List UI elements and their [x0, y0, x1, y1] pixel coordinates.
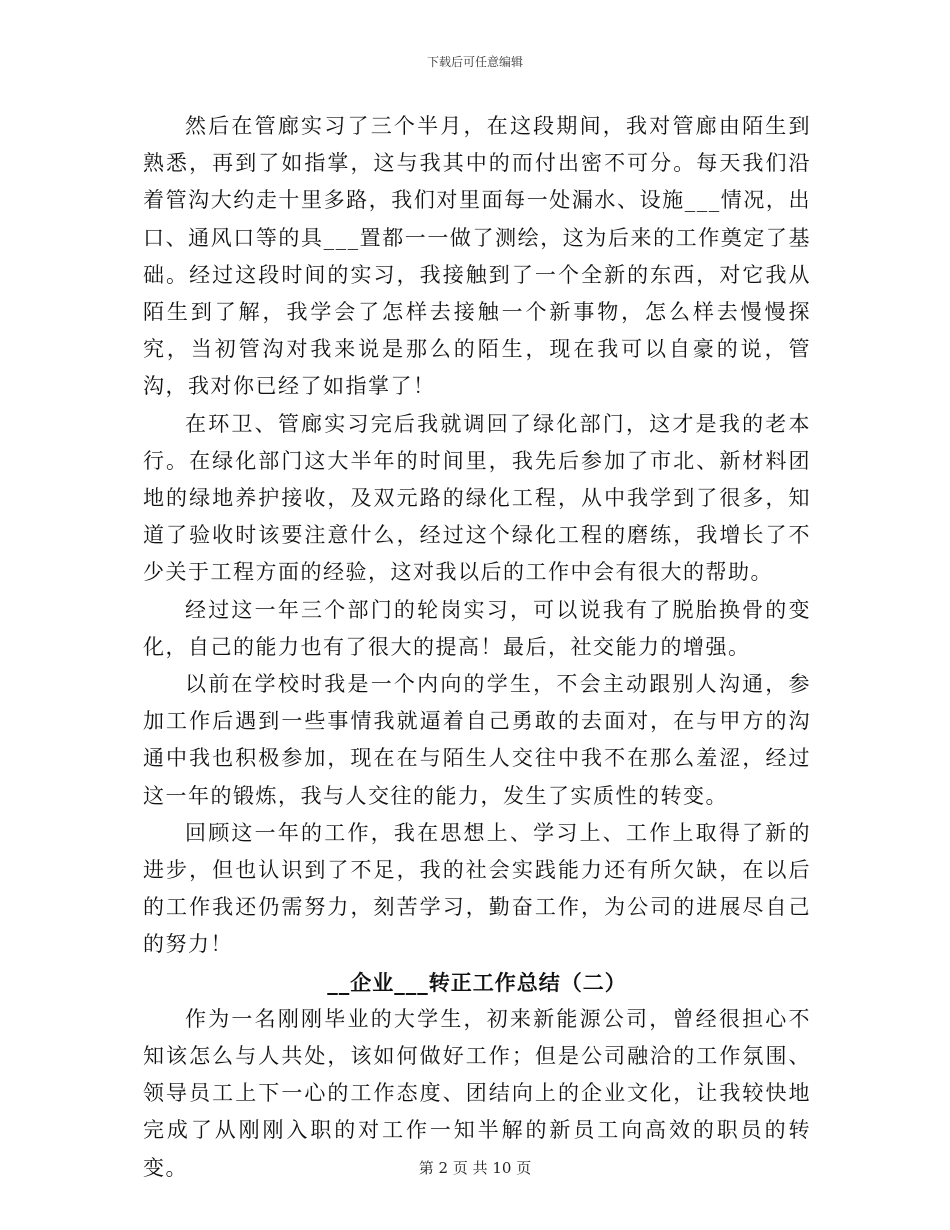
- paragraph-pipe-gallery-internship: 然后在管廊实习了三个半月，在这段期间，我对管廊由陌生到熟悉，再到了如指掌，这与我其中的而付出密不可分。每天我们沿着管沟大约走十里多路，我们对里面每一处漏水、设施___情况，出口、通风口等的具___置都一一做了测绘，这为后来的工作奠定了基础。经过这段时间的实习，我接触到了一个全新的东西，对它我从陌生到了解，我学会了怎样去接触一个新事物，怎么样去慢慢探究，当初管沟对我来说是那么的陌生，现在我可以自豪的说，管沟，我对你已经了如指掌了！: [143, 114, 811, 399]
- paragraph-greening-department: 在环卫、管廊实习完后我就调回了绿化部门，这才是我的老本行。在绿化部门这大半年的时间里，我先后参加了市北、新材料团地的绿地养护接收，及双元路的绿化工程，从中我学到了很多，知道了验收时该要注意什么，经过这个绿化工程的磨练，我增长了不少关于工程方面的经验，这对我以后的工作中会有很大的帮助。: [143, 411, 811, 585]
- paragraph-rotation-summary: 经过这一年三个部门的轮岗实习，可以说我有了脱胎换骨的变化，自己的能力也有了很大的提高！最后，社交能力的增强。: [143, 597, 811, 659]
- page-header-note: 下载后可任意编辑: [426, 55, 523, 69]
- page-number-footer: 第 2 页 共 10 页: [418, 1159, 532, 1177]
- section-title: __企业___转正工作总结（二）: [327, 969, 627, 995]
- paragraph-review: 回顾这一年的工作，我在思想上、学习上、工作上取得了新的进步，但也认识到了不足，我的社会实践能力还有所欠缺，在以后的工作我还仍需努力，刻苦学习，勤奋工作，为公司的进展尽自己的努力！: [143, 820, 811, 957]
- paragraph-new-graduate: 作为一名刚刚毕业的大学生，初来新能源公司，曾经很担心不知该怎么与人共处，该如何做好工作；但是公司融洽的工作氛围、领导员工上下一心的工作态度、团结向上的企业文化，让我较快地完成了从刚刚入职的对工作一知半解的新员工向高效的职员的转变。: [143, 1006, 811, 1180]
- document-body: [143, 108, 811, 1187]
- paragraph-social-skills: 以前在学校时我是一个内向的学生，不会主动跟别人沟通，参加工作后遇到一些事情我就逼着自己勇敢的去面对，在与甲方的沟通中我也积极参加，现在在与陌生人交往中我不在那么羞涩，经过这一年的锻炼，我与人交往的能力，发生了实质性的转变。: [143, 672, 811, 808]
